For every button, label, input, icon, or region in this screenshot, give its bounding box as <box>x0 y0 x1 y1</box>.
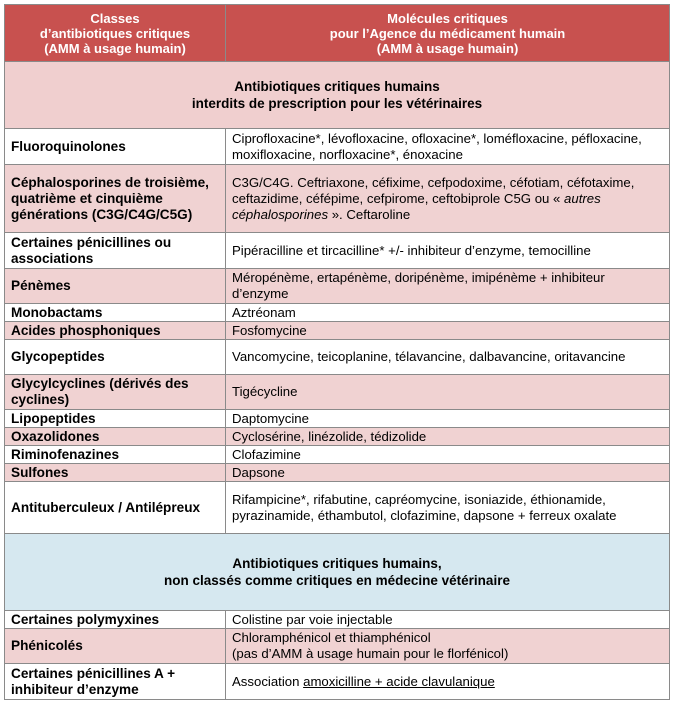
molecules-cell: Ciprofloxacine*, lévofloxacine, ofloxacine*, loméfloxacine, péfloxacine, moxifloxacine, norfloxacine*, énoxacine <box>226 129 670 165</box>
section-heading-1 <box>5 62 670 129</box>
header-classes-line3: (AMM à usage humain) <box>44 40 186 56</box>
class-cell: Acides phosphoniques <box>5 322 226 340</box>
header-classes-line2: d’antibiotiques critiques <box>39 25 191 41</box>
table-row <box>5 464 670 482</box>
section-2-line2: non classés comme critiques en médecine vétérinaire <box>164 573 510 588</box>
class-cell: Glycylcyclines (dérivés des cyclines) <box>5 375 226 410</box>
class-cell: Oxazolidones <box>5 428 226 446</box>
table-row <box>5 304 670 322</box>
molecules-cell <box>226 664 670 700</box>
table-row <box>5 664 670 700</box>
class-cell: Lipopeptides <box>5 410 226 428</box>
header-molecules-line3: (AMM à usage humain) <box>376 40 519 56</box>
molecules-cell: Clofazimine <box>226 446 670 464</box>
molecules-cell <box>226 629 670 664</box>
section-1-line2: interdits de prescription pour les vétérinaires <box>191 96 483 111</box>
section-1-line1: Antibiotiques critiques humains <box>234 79 440 94</box>
table-row <box>5 233 670 269</box>
class-cell: Céphalosporines de troisième, quatrième et cinquième générations (C3G/C4G/C5G) <box>5 165 226 233</box>
section-heading-1-cell <box>5 62 670 129</box>
class-cell: Phénicolés <box>5 629 226 664</box>
table-row <box>5 375 670 410</box>
class-cell: Certaines pénicillines ou associations <box>5 233 226 269</box>
header-row <box>5 5 670 62</box>
table-row <box>5 129 670 165</box>
table-row <box>5 482 670 534</box>
table-row <box>5 446 670 464</box>
molecules-cell: Colistine par voie injectable <box>226 611 670 629</box>
table-row <box>5 322 670 340</box>
class-cell: Glycopeptides <box>5 340 226 375</box>
class-cell: Monobactams <box>5 304 226 322</box>
molecules-cell: Vancomycine, teicoplanine, télavancine, dalbavancine, oritavancine <box>226 340 670 375</box>
header-molecules <box>226 5 670 62</box>
class-cell: Pénèmes <box>5 269 226 304</box>
molecules-cell: Fosfomycine <box>226 322 670 340</box>
class-cell: Sulfones <box>5 464 226 482</box>
header-classes <box>5 5 226 62</box>
molecules-cell: Aztréonam <box>226 304 670 322</box>
table-row <box>5 428 670 446</box>
molecules-cell: Tigécycline <box>226 375 670 410</box>
molecules-line2: (pas d’AMM à usage humain pour le florfénicol) <box>232 646 509 661</box>
header-molecules-line2: pour l’Agence du médicament humain <box>329 25 566 41</box>
section-heading-2 <box>5 534 670 611</box>
molecules-text: C3G/C4G. Ceftriaxone, céfixime, cefpodoxime, céfotiam, céfotaxime, ceftazidime, céfépime, cefpirome, ceftobiprole C5G ou « <box>232 174 635 206</box>
class-cell: Certaines pénicillines A + inhibiteur d’enzyme <box>5 664 226 700</box>
class-cell: Antituberculeux / Antilépreux <box>5 482 226 534</box>
table-row <box>5 410 670 428</box>
header-classes-line1: Classes <box>90 10 140 26</box>
header-molecules-line1: Molécules critiques <box>387 10 508 26</box>
class-cell: Fluoroquinolones <box>5 129 226 165</box>
class-cell: Certaines polymyxines <box>5 611 226 629</box>
molecules-line1: Chloramphénicol et thiamphénicol <box>232 630 431 645</box>
molecules-text-end: ». Ceftaroline <box>328 206 411 222</box>
table-row <box>5 269 670 304</box>
table-row <box>5 340 670 375</box>
table-row <box>5 165 670 233</box>
section-heading-2-cell <box>5 534 670 611</box>
molecules-cell: Pipéracilline et tircacilline* +/- inhibiteur d’enzyme, temocilline <box>226 233 670 269</box>
molecules-text: Association <box>232 673 304 689</box>
molecules-underlined-text: amoxicilline + acide clavulanique <box>303 673 495 689</box>
molecules-cell: Méropénème, ertapénème, doripénème, imipénème + inhibiteur d’enzyme <box>226 269 670 304</box>
antibiotics-table <box>4 4 670 700</box>
table-row <box>5 611 670 629</box>
molecules-cell: Dapsone <box>226 464 670 482</box>
molecules-cell: Cyclosérine, linézolide, tédizolide <box>226 428 670 446</box>
molecules-cell: Rifampicine*, rifabutine, capréomycine, isoniazide, éthionamide, pyrazinamide, éthambutol, clofazimine, dapsone + ferreux oxalate <box>226 482 670 534</box>
section-2-line1: Antibiotiques critiques humains, <box>232 556 442 571</box>
molecules-cell: Daptomycine <box>226 410 670 428</box>
table-row <box>5 629 670 664</box>
molecules-cell <box>226 165 670 233</box>
molecules-italic-text: autres céphalosporines <box>232 190 601 222</box>
class-cell: Riminofenazines <box>5 446 226 464</box>
